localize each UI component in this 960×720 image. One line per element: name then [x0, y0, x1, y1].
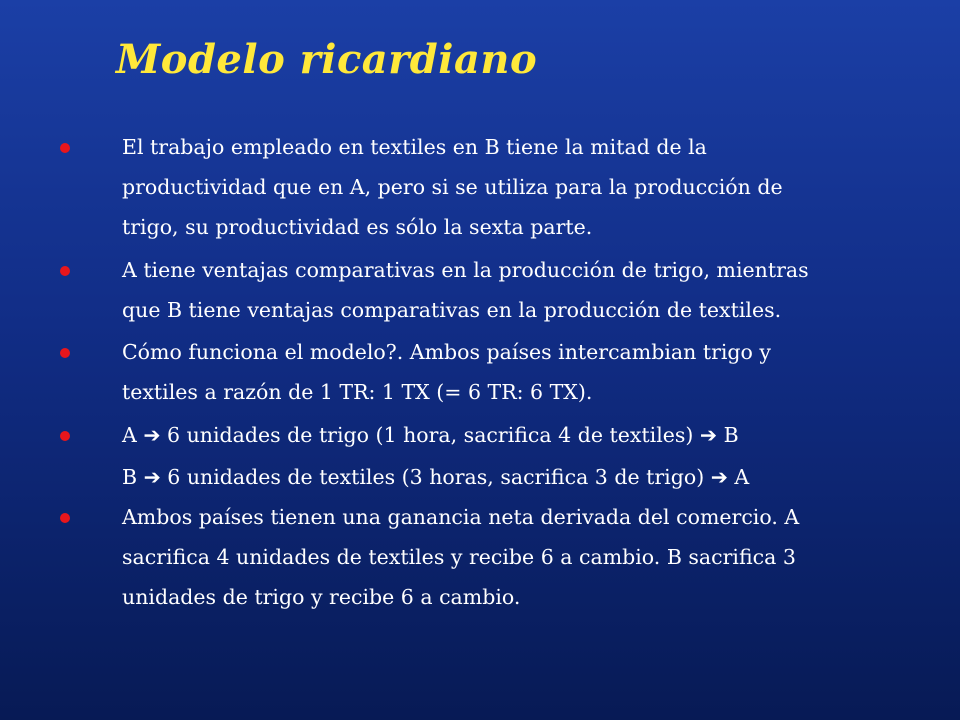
bullet-line: El trabajo empleado en textiles en B tiene la mitad de la: [122, 135, 707, 159]
bullet-line: productividad que en A, pero si se utiliza para la producción de: [122, 175, 783, 199]
bullet-dot-icon: [60, 431, 70, 441]
bullet-dot-icon: [60, 266, 70, 276]
bullet-text: [122, 332, 922, 412]
bullet-line: trigo, su productividad es sólo la sexta parte.: [122, 215, 593, 239]
bullet-line: sacrifica 4 unidades de textiles y recibe 6 a cambio. B sacrifica 3: [122, 545, 796, 569]
bullet-line: Cómo funciona el modelo?. Ambos países intercambian trigo y: [122, 340, 771, 364]
bullet-text: [122, 415, 922, 455]
bullet-line: B ➔ 6 unidades de textiles (3 horas, sacrifica 3 de trigo) ➔ A: [122, 465, 750, 489]
bullet-line: unidades de trigo y recibe 6 a cambio.: [122, 585, 521, 609]
bullet-text: [122, 497, 922, 617]
bullet-dot-icon: [60, 143, 70, 153]
bullet-line: A tiene ventajas comparativas en la producción de trigo, mientras: [122, 258, 809, 282]
bullet-line: Ambos países tienen una ganancia neta derivada del comercio. A: [122, 505, 800, 529]
bullet-text: [122, 250, 922, 330]
bullet-dot-icon: [60, 348, 70, 358]
bullet-line: A ➔ 6 unidades de trigo (1 hora, sacrifica 4 de textiles) ➔ B: [122, 423, 739, 447]
bullet-dot-icon: [60, 513, 70, 523]
bullet-text: [122, 457, 922, 497]
slide-title: Modelo ricardiano: [116, 36, 538, 83]
bullet-line: textiles a razón de 1 TR: 1 TX (= 6 TR: 6 TX).: [122, 380, 593, 404]
bullet-line: que B tiene ventajas comparativas en la producción de textiles.: [122, 298, 782, 322]
bullet-text: [122, 127, 922, 247]
